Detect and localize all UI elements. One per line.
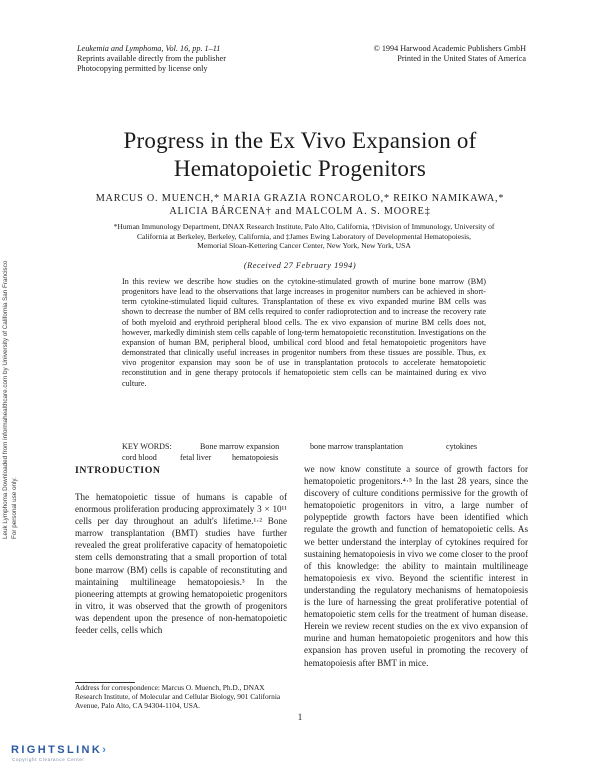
section-heading-introduction: INTRODUCTION [75, 465, 161, 476]
page-number: 1 [297, 712, 303, 722]
received-date: (Received 27 February 1994) [243, 261, 357, 270]
title-line-2: Hematopoietic Progenitors [173, 156, 427, 181]
intro-right-column [304, 463, 528, 669]
printed-in-line: Printed in the United States of America [397, 54, 526, 63]
rightslink-logo[interactable] [11, 744, 108, 756]
keywords-label: KEY WORDS: [122, 442, 172, 451]
journal-citation: Leukemia and Lymphoma, Vol. 16, pp. 1–11 [77, 44, 221, 53]
rightslink-mark-icon: › [102, 744, 109, 756]
journal-header-right [356, 44, 526, 64]
title-line-1: Progress in the Ex Vivo Expansion of [123, 128, 477, 153]
authors-line-1: MARCUS O. MUENCH,* MARIA GRAZIA RONCAROLO,* REIKO NAMIKAWA,* [95, 193, 505, 204]
keyword-item: cytokines [446, 442, 478, 451]
download-notice-line-2: For personal use only. [11, 477, 18, 539]
download-notice [1, 219, 19, 539]
affiliation-line-2: California at Berkeley, Berkeley, California, and ‡James Ewing Laboratory of Developmental Hematopoiesis, [136, 231, 472, 241]
copyright-line: © 1994 Harwood Academic Publishers GmbH [373, 44, 526, 53]
intro-paragraph-2: we now know constitute a source of growth factors for hematopoietic progenitors.⁴·⁵ In the last 28 years, since the discovery of culture conditions permissive for the growth of hematopoietic progenitors in vitro, a large number of polypeptide growth factors have been identified which regulate the growth and function of hematopoietic cells. As we better understand the interplay of cytokines required for sustaining hematopoiesis in vivo we come closer to the proof of this knowledge: the ability to maintain multilineage hematopoiesis ex vivo. Beyond the scientific interest in understanding the regulatory mechanisms of hematopoiesis is the lure of harnessing the great proliferative potential of hematopoietic stem cells for the treatment of human disease. Herein we review recent studies on the ex vivo expansion of murine and human hematopoietic progenitors and how this expansion has proven useful in promoting the recovery of hematopoiesis after BMT in mice. [304, 464, 528, 668]
rightslink-subtitle: Copyright Clearance Center [12, 757, 85, 762]
abstract: In this review we describe how studies on the cytokine-stimulated growth of murine bone marrow (BM) progenitors have lead to the observations that large increases in progenitor numbers can be achieved in short-term cytokine-stimulated liquid cultures. Transplantation of these ex vivo expanded murine BM cells was shown to decrease the number of BM cells required to confer radioprotection and to increase the recovery rate of both myeloid and erythroid peripheral blood cells. The ex vivo expansion of murine BM cells does not, however, markedly diminish stem cells capable of long-term hematopoietic reconstitution. Investigations on the expansion of human BM, peripheral blood, umbilical cord blood and fetal hematopoietic progenitors have demonstrated that clinically useful increases in progenitor numbers from these tissues are possible. Thus, ex vivo progenitor expansion may soon be of use in transplantation protocols to accelerate hematopoietic reconstitution and in gene therapy protocols if hematopoietic stem cells can be maintained during ex vivo culture. [122, 277, 486, 388]
reprints-note: Reprints available directly from the publisher [77, 54, 226, 63]
keyword-item: bone marrow transplantation [310, 442, 404, 451]
keywords [122, 442, 498, 463]
photocopy-note: Photocopying permitted by license only [77, 64, 208, 73]
keyword-item: hematopoiesis [232, 452, 279, 462]
journal-header-left [77, 44, 226, 74]
keyword-item: cord blood [122, 452, 157, 462]
keyword-item: Bone marrow expansion [200, 442, 280, 451]
author-list [60, 192, 540, 218]
affiliation-line-3: Memorial Sloan-Kettering Cancer Center, New York, New York, USA [197, 241, 411, 251]
correspondence-footnote: Address for correspondence: Marcus O. Muench, Ph.D., DNAX Research Institute, of Molecular and Cellular Biology, 901 California Avenue, Palo Alto, CA 94304-1104, USA. [75, 683, 281, 710]
paper-title [0, 127, 600, 183]
affiliation-line-1: *Human Immunology Department, DNAX Research Institute, Palo Alto, California, †Division of Immunology, University of [113, 222, 495, 231]
intro-left-column [75, 491, 287, 636]
authors-line-2: ALICIA BÁRCENA† and MALCOLM A. S. MOORE‡ [169, 206, 431, 217]
keyword-item: fetal liver [180, 452, 212, 462]
download-notice-line-1: Leuk Lymphoma Downloaded from informahealthcare.com by University of California San Francisco [2, 260, 9, 539]
rightslink-logo-text: RIGHTSLINK [11, 744, 103, 756]
affiliations [76, 222, 532, 251]
intro-paragraph-1: The hematopoietic tissue of humans is capable of enormous proliferation producing approximately 3 × 10¹¹ cells per day throughout an adult's lifetime.¹·² Bone marrow transplantation (BMT) studies have further revealed the great proliferative capacity of hematopoietic stem cells demonstrating that a small proportion of total bone marrow (BM) cells is capable of reconstituting and maintaining multilineage hematopoiesis.³ In the pioneering attempts at growing hematopoietic progenitors in vitro, it was observed that the growth of progenitors was dependent upon the presence of non-hematopoietic feeder cells, cells which [75, 492, 287, 636]
